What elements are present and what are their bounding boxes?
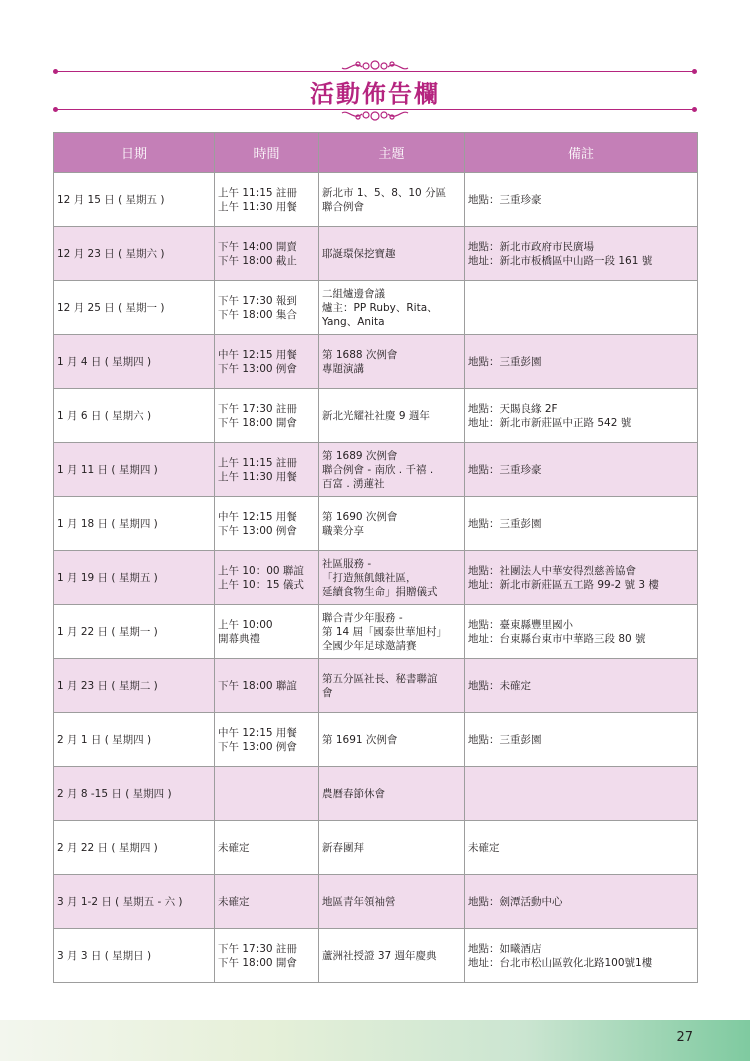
table-row — [54, 659, 698, 713]
cell-time: 上午 11:15 註冊 上午 11:30 用餐 — [215, 443, 319, 497]
table-body — [54, 173, 698, 983]
table-row — [54, 497, 698, 551]
cell-topic: 蘆洲社授證 37 週年慶典 — [319, 929, 465, 983]
table-row — [54, 281, 698, 335]
header-time: 時間 — [215, 133, 319, 173]
cell-note: 地點：劍潭活動中心 — [465, 875, 698, 929]
table-row — [54, 767, 698, 821]
cell-date: 1 月 6 日 ( 星期六 ) — [54, 389, 215, 443]
table-row — [54, 929, 698, 983]
cell-note: 地點：三重彭園 — [465, 335, 698, 389]
cell-topic: 二組爐邊會議 爐主：PP Ruby、Rita、 Yang、Anita — [319, 281, 465, 335]
cell-topic: 第 1690 次例會 職業分享 — [319, 497, 465, 551]
cell-topic: 地區青年領袖營 — [319, 875, 465, 929]
cell-time: 下午 17:30 註冊 下午 18:00 開會 — [215, 929, 319, 983]
table-row — [54, 713, 698, 767]
table-row — [54, 335, 698, 389]
table-row — [54, 551, 698, 605]
cell-date: 1 月 11 日 ( 星期四 ) — [54, 443, 215, 497]
cell-topic: 第五分區社長、秘書聯誼 會 — [319, 659, 465, 713]
header-note: 備註 — [465, 133, 698, 173]
cell-note: 地點：臺東縣豐里國小 地址：台東縣台東市中華路三段 80 號 — [465, 605, 698, 659]
cell-date: 3 月 3 日 ( 星期日 ) — [54, 929, 215, 983]
cell-date: 1 月 22 日 ( 星期一 ) — [54, 605, 215, 659]
cell-note: 地點：三重彭園 — [465, 713, 698, 767]
cell-date: 1 月 4 日 ( 星期四 ) — [54, 335, 215, 389]
table-row — [54, 227, 698, 281]
cell-topic: 聯合青少年服務 - 第 14 屆「國泰世華旭村」 全國少年足球邀請賽 — [319, 605, 465, 659]
cell-time: 上午 10：00 聯誼 上午 10：15 儀式 — [215, 551, 319, 605]
cell-topic: 新春團拜 — [319, 821, 465, 875]
cell-topic: 耶誕環保挖寶趣 — [319, 227, 465, 281]
cell-time: 中午 12:15 用餐 下午 13:00 例會 — [215, 497, 319, 551]
table-row — [54, 173, 698, 227]
cell-time: 上午 10:00 開幕典禮 — [215, 605, 319, 659]
cell-date: 2 月 1 日 ( 星期四 ) — [54, 713, 215, 767]
header-date: 日期 — [54, 133, 215, 173]
cell-time: 中午 12:15 用餐 下午 13:00 例會 — [215, 713, 319, 767]
cell-date: 1 月 23 日 ( 星期二 ) — [54, 659, 215, 713]
cell-note: 未確定 — [465, 821, 698, 875]
cell-time: 下午 18:00 聯誼 — [215, 659, 319, 713]
cell-date: 2 月 8 -15 日 ( 星期四 ) — [54, 767, 215, 821]
table-row — [54, 443, 698, 497]
events-table — [53, 132, 698, 983]
cell-topic: 社區服務 - 「打造無飢餓社區， 延續食物生命」捐贈儀式 — [319, 551, 465, 605]
cell-note: 地點：新北市政府市民廣場 地址：新北市板橋區中山路一段 161 號 — [465, 227, 698, 281]
cell-time: 下午 17:30 報到 下午 18:00 集合 — [215, 281, 319, 335]
flourish-ornament-icon — [340, 107, 410, 125]
cell-note: 地點：三重珍豪 — [465, 173, 698, 227]
header-topic: 主題 — [319, 133, 465, 173]
table-row — [54, 821, 698, 875]
cell-note: 地點：未確定 — [465, 659, 698, 713]
cell-note: 地點：三重彭園 — [465, 497, 698, 551]
table-row — [54, 605, 698, 659]
cell-date: 2 月 22 日 ( 星期四 ) — [54, 821, 215, 875]
cell-note: 地點：如曦酒店 地址：台北市松山區敦化北路100號1樓 — [465, 929, 698, 983]
table-row — [54, 389, 698, 443]
cell-topic: 第 1691 次例會 — [319, 713, 465, 767]
cell-time: 未確定 — [215, 821, 319, 875]
cell-note — [465, 281, 698, 335]
cell-topic: 新北市 1、5、8、10 分區 聯合例會 — [319, 173, 465, 227]
cell-time — [215, 767, 319, 821]
page-header — [0, 0, 750, 130]
cell-topic: 新北光耀社社慶 9 週年 — [319, 389, 465, 443]
cell-topic: 第 1688 次例會 專題演講 — [319, 335, 465, 389]
table-header-row — [54, 133, 698, 173]
cell-time: 中午 12:15 用餐 下午 13:00 例會 — [215, 335, 319, 389]
cell-date: 1 月 19 日 ( 星期五 ) — [54, 551, 215, 605]
page-title: 活動佈告欄 — [310, 80, 440, 108]
page-number: 27 — [676, 1030, 693, 1045]
cell-note: 地點：社團法人中華安得烈慈善協會 地址：新北市新莊區五工路 99-2 號 3 樓 — [465, 551, 698, 605]
cell-note: 地點：天賜良緣 2F 地址：新北市新莊區中正路 542 號 — [465, 389, 698, 443]
cell-date: 3 月 1-2 日 ( 星期五 - 六 ) — [54, 875, 215, 929]
flourish-ornament-icon — [340, 56, 410, 74]
cell-topic: 第 1689 次例會 聯合例會 - 南欣 . 千禧 . 百富 . 湧蓮社 — [319, 443, 465, 497]
cell-date: 1 月 18 日 ( 星期四 ) — [54, 497, 215, 551]
cell-time: 上午 11:15 註冊 上午 11:30 用餐 — [215, 173, 319, 227]
cell-date: 12 月 23 日 ( 星期六 ) — [54, 227, 215, 281]
cell-date: 12 月 15 日 ( 星期五 ) — [54, 173, 215, 227]
cell-time: 下午 14:00 開賣 下午 18:00 截止 — [215, 227, 319, 281]
rule-end-dot — [692, 107, 697, 112]
cell-time: 下午 17:30 註冊 下午 18:00 開會 — [215, 389, 319, 443]
cell-topic: 農曆春節休會 — [319, 767, 465, 821]
cell-note — [465, 767, 698, 821]
cell-note: 地點：三重珍豪 — [465, 443, 698, 497]
cell-date: 12 月 25 日 ( 星期一 ) — [54, 281, 215, 335]
cell-time: 未確定 — [215, 875, 319, 929]
rule-end-dot — [53, 107, 58, 112]
footer-band — [0, 1020, 750, 1061]
table-row — [54, 875, 698, 929]
